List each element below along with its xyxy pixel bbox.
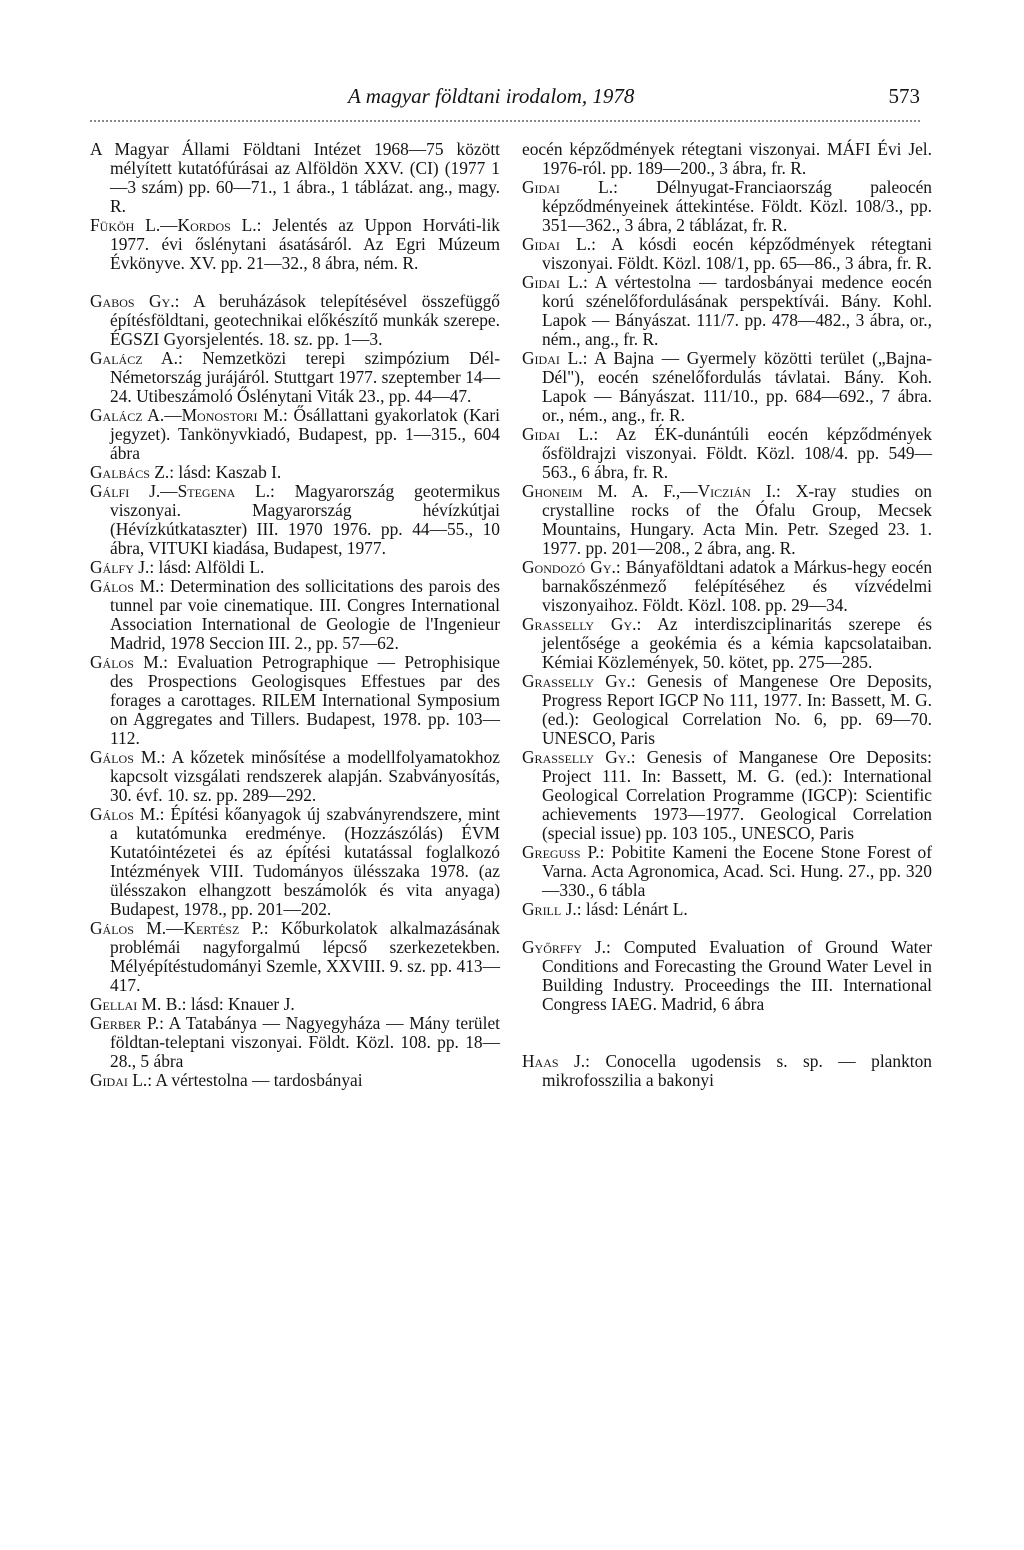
entry-author: Gidai L. <box>522 348 583 368</box>
entry-text: : lásd: Knauer J. <box>181 994 295 1014</box>
entry-text: : A vértestolna — tardosbányai medence eocén korú szénelőfordulásának perspektívái. Bány. Kohl. Lapok — Bányászat. 111/7. pp. 478—482., 3 ábra, or., ném., ang., fr. R. <box>542 272 932 349</box>
entry-author: Gellai M. B. <box>90 994 182 1014</box>
bibliography-entry <box>522 273 932 349</box>
entry-text: : Evaluation Petrographique — Petrophisique des Prospections Geologisques Effestues par des forages a carottages. RILEM International Symposium on Aggregates and Tillers. Budapest, 1978. pp. 103—112. <box>110 652 500 748</box>
entry-text: : Pobitite Kameni the Eocene Stone Forest of Varna. Acta Agronomica, Acad. Sci. Hung. 27., pp. 320—330., 6 tábla <box>542 842 933 900</box>
entry-text: : Genesis of Mangenese Ore Deposits, Progress Report IGCP No 111, 1977. In: Bassett, M. G. (ed.): Geological Correlation No. 6, pp. 69—70. UNESCO, Paris <box>542 671 933 748</box>
entry-text: : X-ray studies on crystalline rocks of the Ófalu Group, Mecsek Mountains, Hungary. Acta Min. Petr. Szeged 23. 1. 1977. pp. 201—208., 2 ábra, ang. R. <box>542 481 932 558</box>
entry-author: Galácz A.—Monostori M. <box>90 405 283 425</box>
bibliography-entry <box>522 615 932 672</box>
left-column <box>90 140 500 1090</box>
entry-text: : Nemzetközi terepi szimpózium Dél-Németország jurájáról. Stuttgart 1977. szeptember 14—24. Utibeszámoló Őslénytani Viták 23., pp. 44—47. <box>110 348 500 406</box>
entry-author: Gidai L. <box>522 424 594 444</box>
entry-author: Gálfy J. <box>90 557 150 577</box>
bibliography-entry <box>522 1052 932 1090</box>
entry-author: Gidai L. <box>90 1070 148 1090</box>
entry-author: Gálos M. <box>90 804 160 824</box>
entry-text: : Az ÉK-dunántúli eocén képződmények ősföldrajzi viszonyai. Földt. Közl. 108/4. pp. 549—563., 6 ábra, fr. R. <box>542 424 932 482</box>
entry-text: : Ősállattani gyakorlatok (Kari jegyzet). Tankönyvkiadó, Budapest, pp. 1—315., 604 ábra <box>110 405 500 463</box>
entry-text: : Bányaföldtani adatok a Márkus-hegy eocén barnakőszénmező felépítéséhez és vízvédelmi viszonyaihoz. Földt. Közl. 108. pp. 29—34. <box>542 557 933 615</box>
bibliography-entry <box>90 349 500 406</box>
entry-author: Grill J. <box>522 899 577 919</box>
bibliography-entry <box>90 558 500 577</box>
running-title: A magyar földtani irodalom, 1978 <box>348 84 635 108</box>
entry-author: Grasselly Gy. <box>522 671 631 691</box>
bibliography-entry <box>90 748 500 805</box>
bibliography-entry <box>90 1014 500 1071</box>
entry-author: Haas J. <box>522 1051 586 1071</box>
entry-author: Grasselly Gy. <box>522 614 637 634</box>
bibliography-entry <box>522 748 932 843</box>
bibliography-entry <box>522 235 932 273</box>
entry-text: : lásd: Alföldi L. <box>149 557 265 577</box>
bibliography-entry <box>90 482 500 558</box>
entry-author: Gálos M. <box>90 747 161 767</box>
entry-text: : lásd: Lénárt L. <box>576 899 688 919</box>
bibliography-entry <box>522 349 932 425</box>
entry-text: : Genesis of Manganese Ore Deposits: Project 111. In: Bassett, M. G. (ed.): International Geological Correlation Programme (IGCP): Scientific achievements 1973—1977. Geological Correlation (special issue) pp. 103 105., UNESCO, Paris <box>542 747 932 843</box>
bibliography-entry <box>90 463 500 482</box>
entry-author: Gidai L. <box>522 272 583 292</box>
bibliography-entry <box>522 938 932 1014</box>
entry-text: : Kőburkolatok alkalmazásának problémái nagyforgalmú lépcső szerkezetekben. Mélyépítéstudományi Szemle, XXVIII. 9. sz. pp. 413—417. <box>110 918 501 995</box>
entry-author: Gidai L. <box>522 177 614 197</box>
bibliography-entry <box>90 1071 500 1090</box>
entry-author: Gidai L. <box>522 234 592 254</box>
bibliography-entry <box>522 178 932 235</box>
bibliography-entry <box>522 482 932 558</box>
running-head <box>90 82 920 112</box>
entry-text: : Az interdiszciplinaritás szerepe és jelentősége a geokémia és a kémia kapcsolataiban. Kémiai Közlemények, 50. kötet, pp. 275—285. <box>542 614 932 672</box>
right-column <box>522 140 932 1090</box>
entry-author: Galbács Z. <box>90 462 170 482</box>
entry-author: Gabos Gy. <box>90 291 175 311</box>
entry-author: Gálos M. <box>90 576 160 596</box>
bibliography-entry <box>90 140 500 216</box>
entry-author: Galácz A. <box>90 348 178 368</box>
entry-text: : Computed Evaluation of Ground Water Conditions and Forecasting the Ground Water Level in Building Industry. Proceedings the III. International Congress IAEG. Madrid, 6 ábra <box>542 937 933 1014</box>
entry-text: : A beruházások telepítésével összefüggő építésföldtani, geotechnikai előkészítő munkák szerepe. ÉGSZI Gyorsjelentés. 18. sz. pp. 1—3. <box>110 291 500 349</box>
entry-text: : lásd: Kaszab I. <box>169 462 282 482</box>
entry-author: Gondozó Gy. <box>522 557 616 577</box>
bibliography-entry <box>90 805 500 919</box>
entry-author: Füköh L.—Kordos L. <box>90 215 257 235</box>
entry-author: Grasselly Gy. <box>522 747 631 767</box>
bibliography-entry <box>90 995 500 1014</box>
entry-text: : A kósdi eocén képződmények rétegtani viszonyai. Földt. Közl. 108/1, pp. 65—86., 3 ábra, fr. R. <box>542 234 932 273</box>
entry-text: eocén képződmények rétegtani viszonyai. MÁFI Évi Jel. 1976-ról. pp. 189—200., 3 ábra, fr. R. <box>522 139 932 178</box>
bibliography-entry <box>522 558 932 615</box>
entry-text: : Délnyugat-Franciaország paleocén képződményeinek áttekintése. Földt. Közl. 108/3., pp. 351—362., 3 ábra, 2 táblázat, fr. R. <box>542 177 932 235</box>
bibliography-entry <box>90 292 500 349</box>
bibliography-entry <box>90 919 500 995</box>
entry-author: Gálos M. <box>90 652 164 672</box>
entry-author: Greguss P. <box>522 842 600 862</box>
entry-text: : A vértestolna — tardosbányai <box>147 1070 363 1090</box>
entry-text: : Determination des sollicitations des parois des tunnel par voie cinematique. III. Congres International Association International de Geologie de l'Ingenieur Madrid, 1978 Seccion III. 2., pp. 57—62. <box>110 576 500 653</box>
bibliography-entry <box>90 406 500 463</box>
entry-text: : A kőzetek minősítése a modellfolyamatokhoz kapcsolt vizsgálati rendszerek alapján. Szabványosítás, 30. évf. 10. sz. pp. 289—292. <box>110 747 500 805</box>
bibliography-entry <box>522 140 932 178</box>
bibliography-entry <box>90 653 500 748</box>
entry-text: : Magyarország geotermikus viszonyai. Magyarország hévízkútjai (Hévízkútkataszter) III. 1970 1976. pp. 44—55., 10 ábra, VITUKI kiadása, Budapest, 1977. <box>110 481 500 558</box>
entry-author: Gálfi J.—Stegena L. <box>90 481 271 501</box>
entry-author: Ghoneim M. A. F.,—Viczián I. <box>522 481 776 501</box>
entry-text: : A Tatabánya — Nagyegyháza — Mány terület földtan-teleptani viszonyai. Földt. Közl. 108. pp. 18—28., 5 ábra <box>110 1013 500 1071</box>
bibliography-entry <box>522 425 932 482</box>
bibliography-entry <box>522 672 932 748</box>
entry-author: Gálos M.—Kertész P. <box>90 918 264 938</box>
page-number: 573 <box>888 84 920 108</box>
entry-author: Győrffy J. <box>522 937 607 957</box>
bibliography-entry <box>90 216 500 273</box>
entry-text: : A Bajna — Gyermely közötti terület („Bajna-Dél"), eocén szénelőfordulás távlatai. Bány. Koh. Lapok — Bányászat. 111/10., pp. 684—692., 7 ábra. or., ném., ang., fr. R. <box>542 348 933 425</box>
entry-text: A Magyar Állami Földtani Intézet 1968—75 között mélyített kutatófúrásai az Alföldön XXV. (CI) (1977 1—3 szám) pp. 60—71., 1 ábra., 1 táblázat. ang., magy. R. <box>90 139 500 216</box>
entry-author: Gerber P. <box>90 1013 160 1033</box>
entry-text: : Építési kőanyagok új szabványrendszere, mint a kutatómunka eredménye. (Hozzászólás) ÉVM Kutatóintézetei és az építési kutatással foglalkozó Intézmények VIII. Tudományos ülésszaka 1978. (az ülésszakon elhangzott beszámolók és vita anyaga) Budapest, 1978., pp. 201—202. <box>110 804 500 919</box>
bibliography-entry <box>522 843 932 900</box>
header-rule <box>90 120 920 123</box>
entry-text: : Conocella ugodensis s. sp. — plankton mikrofosszilia a bakonyi <box>542 1051 932 1090</box>
bibliography-entry <box>90 577 500 653</box>
bibliography-entry <box>522 900 932 919</box>
entry-text: : Jelentés az Uppon Horváti-lik 1977. évi őslénytani ásatásáról. Az Egri Múzeum Évkönyve. XV. pp. 21—32., 8 ábra, ném. R. <box>110 215 500 273</box>
